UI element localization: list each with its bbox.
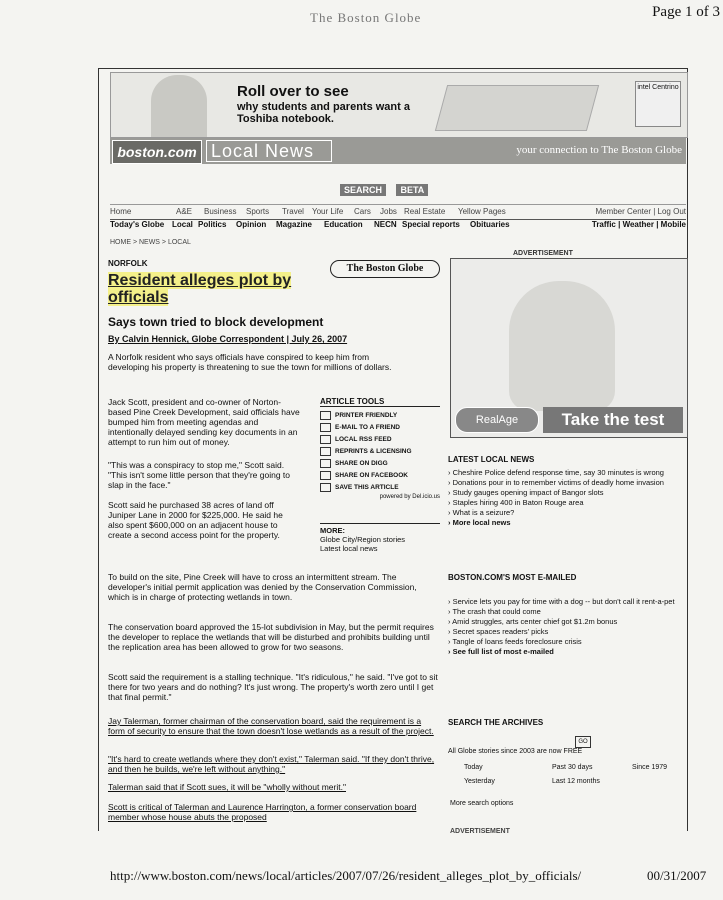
banner-ad[interactable] [110, 72, 688, 138]
nav-yellow-pages[interactable]: Yellow Pages [458, 207, 506, 216]
intel-badge: intel Centrino [635, 81, 681, 127]
archives-title: SEARCH THE ARCHIVES [448, 718, 544, 727]
article-headline [108, 272, 328, 306]
realage-logo: RealAge [455, 407, 539, 433]
list-item[interactable]: › Secret spaces readers' picks [448, 627, 688, 636]
nav-traffic-weather[interactable]: Traffic | Weather | Mobile [591, 220, 686, 229]
list-item[interactable]: › Staples hiring 400 in Baton Rouge area [448, 498, 688, 507]
article-tools [320, 397, 440, 500]
nav-obituaries[interactable]: Obituaries [470, 220, 510, 229]
ad-portrait-image [509, 281, 615, 411]
most-emailed-title: BOSTON.COM'S MOST E-MAILED [448, 573, 577, 582]
archive-note: All Globe stories since 2003 are now FREE [448, 748, 583, 755]
paragraph-4: Scott said he purchased 38 acres of land off Juniper Lane in 2000 for $225,000. He said he also spent $600,000 on an adjacent house to create a second access point for the property. [108, 500, 283, 540]
rss-icon [320, 435, 331, 444]
latest-news-title: LATEST LOCAL NEWS [448, 455, 535, 464]
nav-necn[interactable]: NECN [374, 220, 397, 229]
archive-today[interactable]: Today [464, 764, 483, 771]
nav-special-reports[interactable]: Special reports [402, 220, 460, 229]
bookmark-icon [320, 483, 331, 492]
article-subhead: Says town tried to block development [108, 315, 324, 329]
take-test-button[interactable]: Take the test [543, 407, 683, 433]
nav-real-estate[interactable]: Real Estate [404, 207, 446, 216]
more-search-options[interactable]: More search options [450, 800, 514, 807]
sidebar-ad[interactable] [450, 258, 688, 438]
masthead [110, 138, 686, 164]
tools-powered-by: powered by Del.icio.us [379, 494, 440, 500]
masthead-tagline: your connection to The Boston Globe [516, 144, 682, 156]
nav-local[interactable]: Local [172, 220, 193, 229]
paragraph-9: "It's hard to create wetlands where they don't exist," Talerman said. "If they don't thrive, and then he builds, we're left without anything." [108, 754, 435, 774]
nav-todays-globe[interactable]: Today's Globe [110, 220, 165, 229]
archive-yesterday[interactable]: Yesterday [464, 778, 495, 785]
article-tools-title: ARTICLE TOOLS [320, 397, 440, 407]
list-item[interactable]: › More local news [448, 518, 688, 527]
search-button[interactable]: SEARCH [340, 184, 386, 196]
printer-icon [320, 411, 331, 420]
more-link-latest[interactable]: Latest local news [320, 544, 378, 553]
list-item[interactable]: › The crash that could come [448, 607, 688, 616]
nav-ae[interactable]: A&E [176, 207, 193, 216]
search-bar [340, 180, 434, 198]
nav-home[interactable]: Home [110, 207, 132, 216]
paragraph-5: To build on the site, Pine Creek will have to cross an intermittent stream. The developer's initial permit application was denied by the Conservation Commission, which is in charge of protecting wetlands in town. [108, 572, 417, 602]
archive-past30[interactable]: Past 30 days [552, 764, 593, 771]
section-kicker: NORFOLK [108, 259, 148, 268]
globe-stamp: The Boston Globe [330, 260, 440, 278]
list-item[interactable]: › Amid struggles, arts center chief got $1.2m bonus [448, 617, 688, 626]
site-logo[interactable]: boston.com [112, 140, 202, 164]
more-title: MORE: [320, 526, 345, 535]
nav-education[interactable]: Education [324, 220, 363, 229]
ad-headline: Roll over to see [237, 83, 349, 100]
footer-url: http://www.boston.com/news/local/articles/2007/07/26/resident_alleges_plot_by_officials/ [110, 868, 582, 883]
member-center[interactable]: Member Center | Log Out [595, 207, 686, 216]
nav-business[interactable]: Business [204, 207, 237, 216]
paragraph-11: Scott is critical of Talerman and Laurence Harrington, a former conservation board member whose house abuts the proposed [108, 802, 417, 822]
breadcrumb[interactable]: HOME > NEWS > LOCAL [110, 239, 191, 246]
archive-last12[interactable]: Last 12 months [552, 778, 600, 785]
list-item[interactable]: › See full list of most e-mailed [448, 647, 688, 656]
archive-go-button[interactable]: GO [575, 736, 591, 748]
save-article-link[interactable]: SAVE THIS ARTICLE [320, 482, 440, 494]
nav-cars[interactable]: Cars [354, 207, 371, 216]
advertisement-label-bottom: ADVERTISEMENT [450, 828, 510, 835]
printer-title: The Boston Globe [310, 10, 422, 25]
nav-politics[interactable]: Politics [198, 220, 227, 229]
article-byline[interactable]: By Calvin Hennick, Globe Correspondent | July 26, 2007 [108, 334, 348, 344]
list-item[interactable]: › Cheshire Police defend response time, say 30 minutes is wrong [448, 468, 688, 477]
nav-opinion[interactable]: Opinion [236, 220, 267, 229]
nav-your-life[interactable]: Your Life [312, 207, 344, 216]
more-box [320, 523, 440, 553]
primary-nav [110, 204, 686, 220]
list-item[interactable]: › What is a seizure? [448, 508, 688, 517]
list-item[interactable]: › Donations pour in to remember victims of deadly home invasion [448, 478, 688, 487]
laptop-image [435, 85, 599, 131]
paragraph-1: A Norfolk resident who says officials have conspired to keep him from developing his property is threatening to sue the town for millions of dollars. [108, 352, 392, 372]
beta-badge: BETA [396, 184, 428, 196]
section-title: Local News [206, 140, 332, 162]
page-number: Page 1 of 3 [652, 4, 720, 20]
ad-person-image [151, 75, 207, 137]
facebook-link[interactable]: SHARE ON FACEBOOK [320, 470, 440, 482]
digg-link[interactable]: SHARE ON DIGG [320, 458, 440, 470]
most-emailed-list [448, 597, 688, 657]
secondary-nav [110, 220, 686, 232]
email-friend-link[interactable]: E-MAIL TO A FRIEND [320, 422, 440, 434]
advertisement-label: ADVERTISEMENT [513, 250, 573, 257]
headline-text: Resident alleges plot by officials [108, 272, 292, 306]
paragraph-10: Talerman said that if Scott sues, it will be "wholly without merit." [108, 782, 346, 792]
printer-friendly-link[interactable]: PRINTER FRIENDLY [320, 410, 440, 422]
latest-news-list [448, 468, 688, 528]
facebook-icon [320, 471, 331, 480]
list-item[interactable]: › Tangle of loans feeds foreclosure crisis [448, 637, 688, 646]
envelope-icon [320, 423, 331, 432]
more-link-city[interactable]: Globe City/Region stories [320, 535, 406, 544]
paragraph-8: Jay Talerman, former chairman of the conservation board, said the requirement is a form of security to ensure that the town doesn't lose wetlands as a result of the project. [108, 716, 434, 736]
digg-icon [320, 459, 331, 468]
paragraph-2: Jack Scott, president and co-owner of Norton-based Pine Creek Development, said officials have bumped him from meeting agendas and intentionally delayed sending key documents in an attempt to run him out of money. [108, 397, 300, 447]
document-icon [320, 447, 331, 456]
nav-jobs[interactable]: Jobs [380, 207, 397, 216]
nav-sports[interactable]: Sports [246, 207, 270, 216]
archive-since[interactable]: Since 1979 [632, 764, 668, 771]
ad-subtext: why students and parents want a Toshiba notebook. [237, 101, 410, 125]
footer-date: 00/31/2007 [647, 868, 707, 883]
rss-feed-link[interactable]: LOCAL RSS FEED [320, 434, 440, 446]
printer-header [160, 2, 720, 28]
list-item[interactable]: › Service lets you pay for time with a dog -- but don't call it rent-a-pet [448, 597, 688, 606]
nav-travel[interactable]: Travel [282, 207, 304, 216]
reprints-link[interactable]: REPRINTS & LICENSING [320, 446, 440, 458]
paragraph-7: Scott said the requirement is a stalling technique. "It's ridiculous," he said. "I've got to sit there for two years and do nothing? It's just wrong. The property's worth zero until I get that final permit." [108, 672, 438, 702]
paragraph-3: "This was a conspiracy to stop me," Scott said. "This isn't some little person that they're going to slap in the face." [108, 460, 291, 490]
paragraph-6: The conservation board approved the 15-lot subdivision in May, but the permit requires the developer to replace the wetlands that will be disturbed and prohibits building until the replication area has been allowed to grow for two seasons. [108, 622, 434, 652]
list-item[interactable]: › Study gauges opening impact of Bangor slots [448, 488, 688, 497]
nav-magazine[interactable]: Magazine [276, 220, 313, 229]
